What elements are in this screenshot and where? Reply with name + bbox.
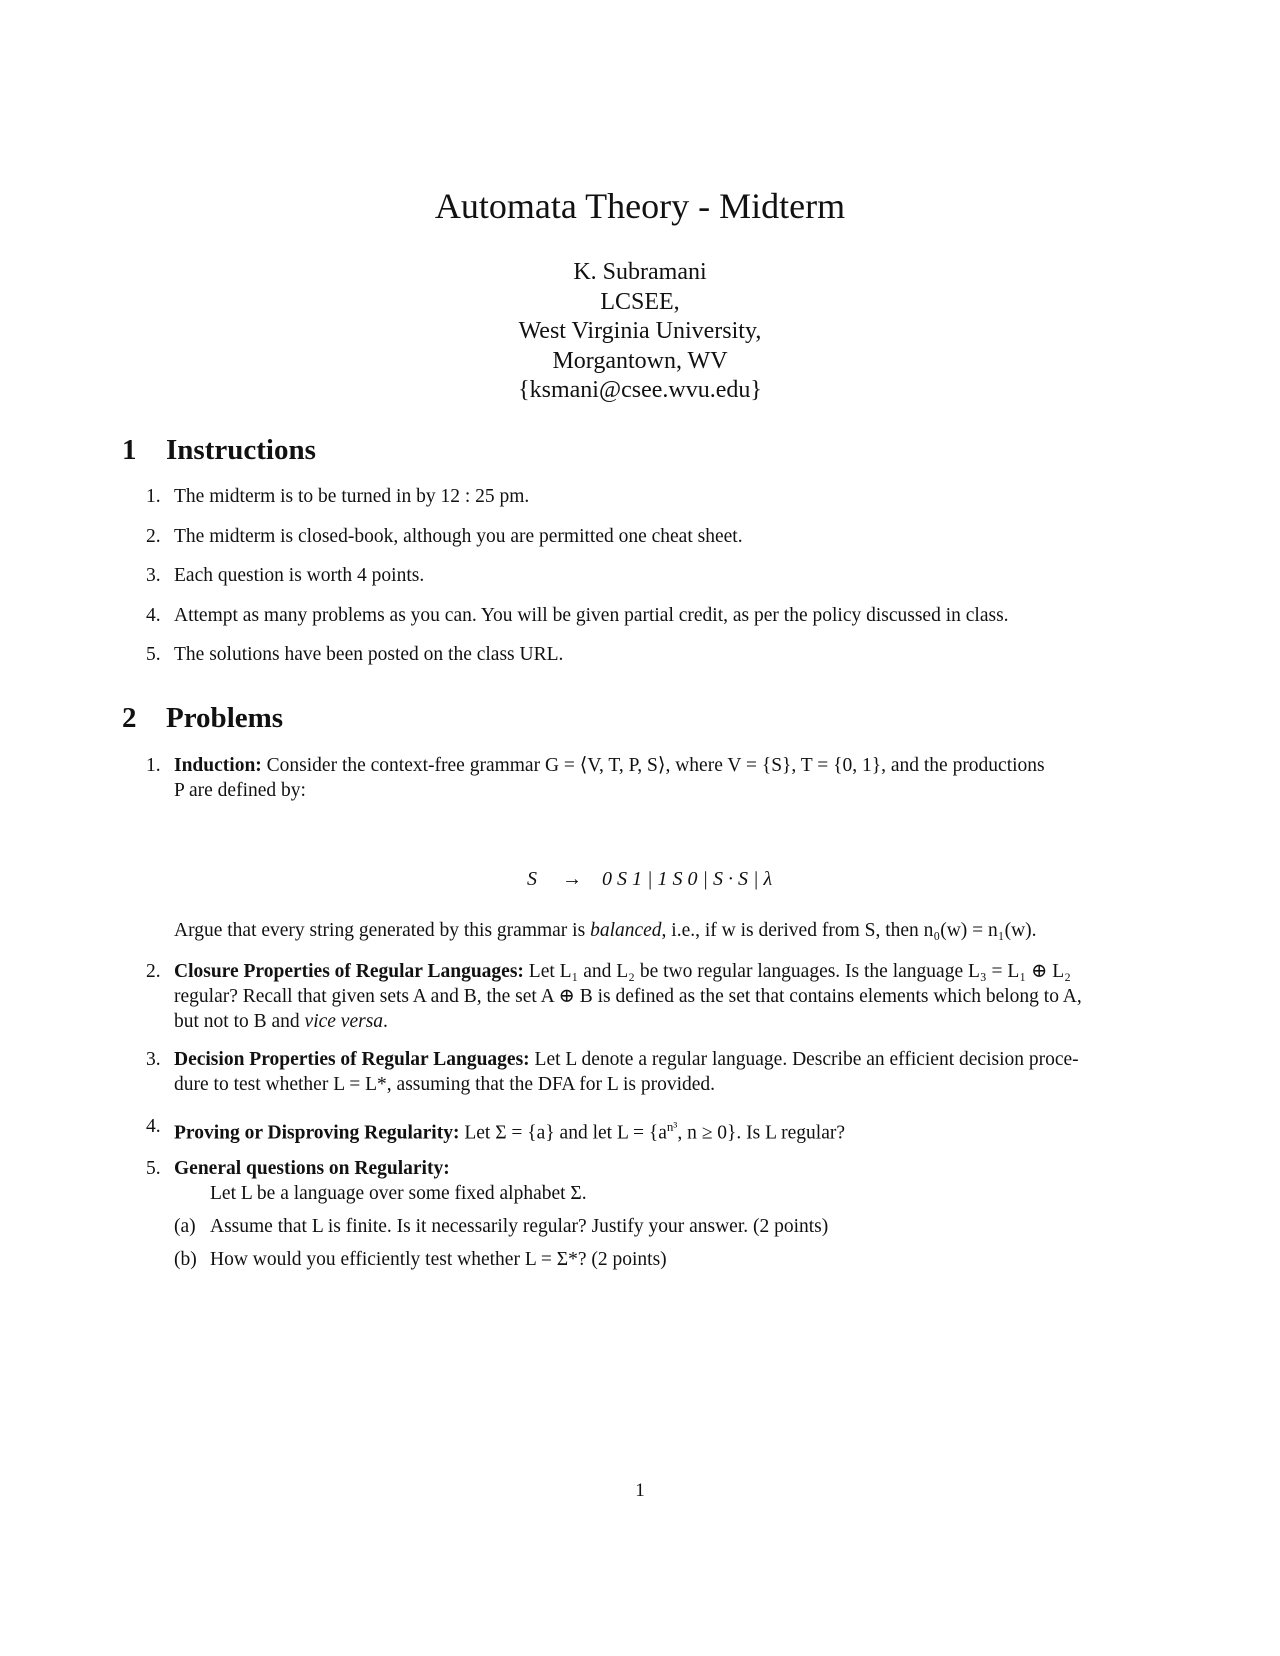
page-number: 1 (635, 1480, 645, 1501)
problem-item: 3. Decision Properties of Regular Languages: Let L denote a regular language. Describe an efficient decision proce- dure to test whether L = L*, assuming that the DFA for L is provided. (146, 1049, 1079, 1095)
problem-heading: General questions on Regularity: (174, 1158, 450, 1179)
problem-item: 2. Closure Properties of Regular Languages: Let L₁ and L₂ be two regular languages. Is the language L₃ = L₁ ⊕ L₂ regular? Recall that given sets A and B, the set A ⊕ B is defined as the set that contains elements which belong to A, but not to B and vice versa. (146, 961, 1082, 1032)
problem-heading: Decision Properties of Regular Languages: (174, 1049, 530, 1070)
section-number: 2 (122, 702, 137, 734)
section-title: Problems (166, 702, 284, 734)
author-name: K. Subramani (573, 259, 707, 285)
author-department: LCSEE, (600, 288, 680, 315)
section-heading-problems (122, 700, 283, 736)
section-number: 1 (122, 434, 137, 466)
instruction-item: 5. The solutions have been posted on the class URL. (146, 644, 564, 665)
sub-item: (b) How would you efficiently test whether L = Σ*? (2 points) (174, 1249, 667, 1270)
section-title: Instructions (166, 434, 316, 466)
instruction-item: 3. Each question is worth 4 points. (146, 565, 425, 586)
instruction-item: 4. Attempt as many problems as you can. You will be given partial credit, as per the policy discussed in class. (146, 605, 1009, 626)
author-location: Morgantown, WV (552, 347, 728, 374)
balanced-paragraph: Argue that every string generated by this grammar is balanced, i.e., if w is derived from S, then n₀(w) = n₁(w). (174, 920, 1037, 941)
problem-item: 5. General questions on Regularity: Let L be a language over some fixed alphabet Σ. (146, 1158, 587, 1204)
instruction-item: 2. The midterm is closed-book, although you are permitted one cheat sheet. (146, 526, 743, 547)
sub-item: (a) Assume that L is finite. Is it necessarily regular? Justify your answer. (2 points) (174, 1216, 829, 1237)
author-block (0, 258, 1280, 406)
problem-heading: Induction: (174, 755, 262, 776)
author-email: {ksmani@csee.wvu.edu} (518, 377, 762, 403)
problem-item: 1. Induction: Consider the context-free grammar G = ⟨V, T, P, S⟩, where V = {S}, T = {0, 1}, and the productions P are defined by: (146, 755, 1045, 801)
problem-heading: Closure Properties of Regular Languages: (174, 961, 524, 982)
page-title: Automata Theory - Midterm (434, 186, 846, 226)
problem-item: 4. Proving or Disproving Regularity: Let Σ = {a} and let $L = \{a^{n^3}$, n ≥ 0}. Is L regular? (146, 1116, 846, 1144)
problem-heading: Proving or Disproving Regularity: (174, 1122, 460, 1144)
instruction-item: 1. The midterm is to be turned in by 12 : 25 pm. (146, 486, 530, 507)
document-page: Automata Theory - Midterm K. Subramani LCSEE, West Virginia University, Morgantown, WV {ksmani@csee.wvu.edu} 1 Instructions 1. The midterm is to be turned in by 12 : 25 pm. 2. The midterm is closed-book, although you are permitted one cheat sheet. 3. Each question is worth 4 points. 4. Attempt as many problems as you can. You will be given partial credit, as per the policy discussed in class. 5. The solutions have been posted on the class URL. 2 Problems 1. Induction: Consider the context-free grammar G = ⟨V, T, P, S⟩, where V = {S}, T = {0, 1}, and the productions P are defined by: S → 0 S 1 | 1 S 0 | S · S | λ Argue that every string generated by this grammar is balanced, i.e., if w is derived from S, then n₀(w) = n₁(w). 2. Closure Properties of Regular Languages: Let L₁ and L₂ be two regular languages. Is the language L₃ = L₁ ⊕ L₂ regular? Recall that given sets A and B, the set A ⊕ B is defined as the set that contains elements which belong to A, but not to B and vice versa. 3. Decision Properties of Regular Languages: Let L denote a regular language. Describe an efficient decision proce- dure to test whether L = L*, assuming that the DFA for L is provided. 4. Proving or Disproving Regularity: Let Σ = {a} and let $L = \{a^{n^3}$, n ≥ 0}. Is L regular? 5. General questions on Regularity: Let L be a language over some fixed alphabet Σ. (a) Assume that L is finite. Is it necessarily regular? Justify your answer. (2 points) (b) How would you efficiently test whether L = Σ*? (2 points) 1 (0, 0, 1280, 1656)
section-heading-instructions (122, 432, 316, 468)
author-university: West Virginia University, (518, 318, 762, 344)
